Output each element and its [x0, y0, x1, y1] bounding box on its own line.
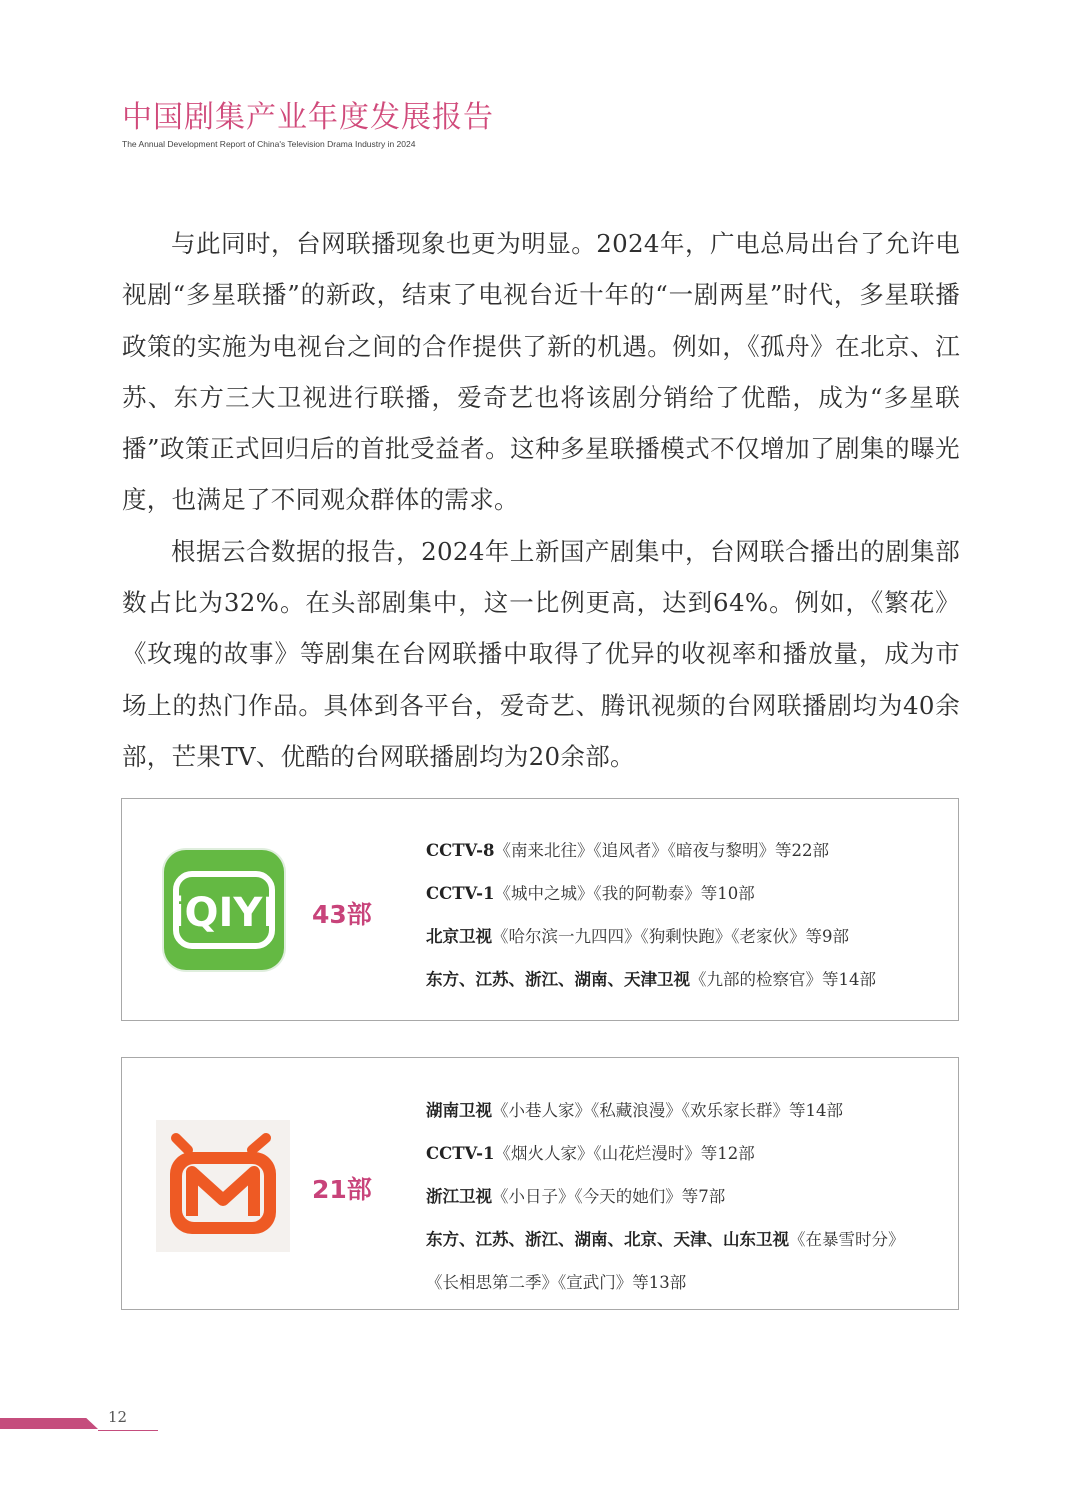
report-title: 中国剧集产业年度发展报告	[122, 100, 494, 135]
drama-list: 《哈尔滨一九四四》《狗剩快跑》《老家伙》等9部	[492, 927, 849, 946]
mgtv-count: 21部	[312, 1175, 372, 1204]
paragraph: 与此同时，台网联播现象也更为明显。2024年，广电总局出台了允许电视剧“多星联播”的新政，结束了电视台近十年的“一剧两星”时代，多星联播政策的实施为电视台之间的合作提供了新的机遇。例如，《孤舟》在北京、江苏、东方三大卫视进行联播，爱奇艺也将该剧分销给了优酷，成为“多星联播”政策正式回归后的首批受益者。这种多星联播模式不仅增加了剧集的曝光度，也满足了不同观众群体的需求。	[122, 229, 960, 515]
iqiyi-broadcast-box	[121, 798, 959, 1021]
channel-name: 湖南卫视	[426, 1101, 492, 1120]
report-subtitle: The Annual Development Report of China's Television Drama Industry in 2024	[122, 139, 416, 149]
drama-list: 《长相思第二季》《宣武门》等13部	[426, 1273, 687, 1292]
iqiyi-count: 43部	[312, 900, 372, 929]
report-header	[122, 98, 494, 149]
drama-list: 《城中之城》《我的阿勒泰》等10部	[494, 884, 755, 903]
list-item	[426, 829, 876, 872]
list-item	[426, 1089, 905, 1132]
iqiyi-logo-icon	[164, 850, 284, 970]
drama-list: 《南来北往》《追风者》《暗夜与黎明》等22部	[494, 841, 829, 860]
drama-list: 《在暴雪时分》	[789, 1230, 905, 1249]
list-item	[426, 1132, 905, 1175]
channel-name: 浙江卫视	[426, 1187, 492, 1206]
footer-rule	[98, 1430, 158, 1431]
channel-list	[426, 1089, 905, 1304]
list-item	[426, 1218, 905, 1261]
list-item	[426, 1261, 905, 1304]
list-item	[426, 958, 876, 1001]
drama-list: 《九部的检察官》等14部	[690, 970, 876, 989]
iqiyi-logo-text: iQIYI	[170, 890, 278, 936]
footer-accent-bar	[0, 1418, 98, 1429]
body-text	[122, 218, 960, 782]
channel-name: 东方、江苏、浙江、湖南、天津卫视	[426, 970, 690, 989]
channel-name: CCTV-8	[426, 841, 495, 860]
mgtv-logo-icon	[156, 1120, 290, 1252]
channel-name: 北京卫视	[426, 927, 492, 946]
drama-list: 《小日子》《今天的她们》等7部	[492, 1187, 726, 1206]
paragraph: 根据云合数据的报告，2024年上新国产剧集中，台网联合播出的剧集部数占比为32%。在头部剧集中，这一比例更高，达到64%。例如，《繁花》《玫瑰的故事》等剧集在台网联播中取得了优异的收视率和播放量，成为市场上的热门作品。具体到各平台，爱奇艺、腾讯视频的台网联播剧均为40余部，芒果TV、优酷的台网联播剧均为20余部。	[122, 536, 960, 771]
drama-list: 《烟火人家》《山花烂漫时》等12部	[494, 1144, 755, 1163]
channel-list	[426, 829, 876, 1001]
channel-name: CCTV-1	[426, 884, 495, 903]
channel-name: 东方、江苏、浙江、湖南、北京、天津、山东卫视	[426, 1230, 789, 1249]
list-item	[426, 872, 876, 915]
mgtv-broadcast-box	[121, 1057, 959, 1310]
list-item	[426, 1175, 905, 1218]
channel-name: CCTV-1	[426, 1144, 495, 1163]
list-item	[426, 915, 876, 958]
page-number: 12	[108, 1408, 128, 1426]
drama-list: 《小巷人家》《私藏浪漫》《欢乐家长群》等14部	[492, 1101, 843, 1120]
